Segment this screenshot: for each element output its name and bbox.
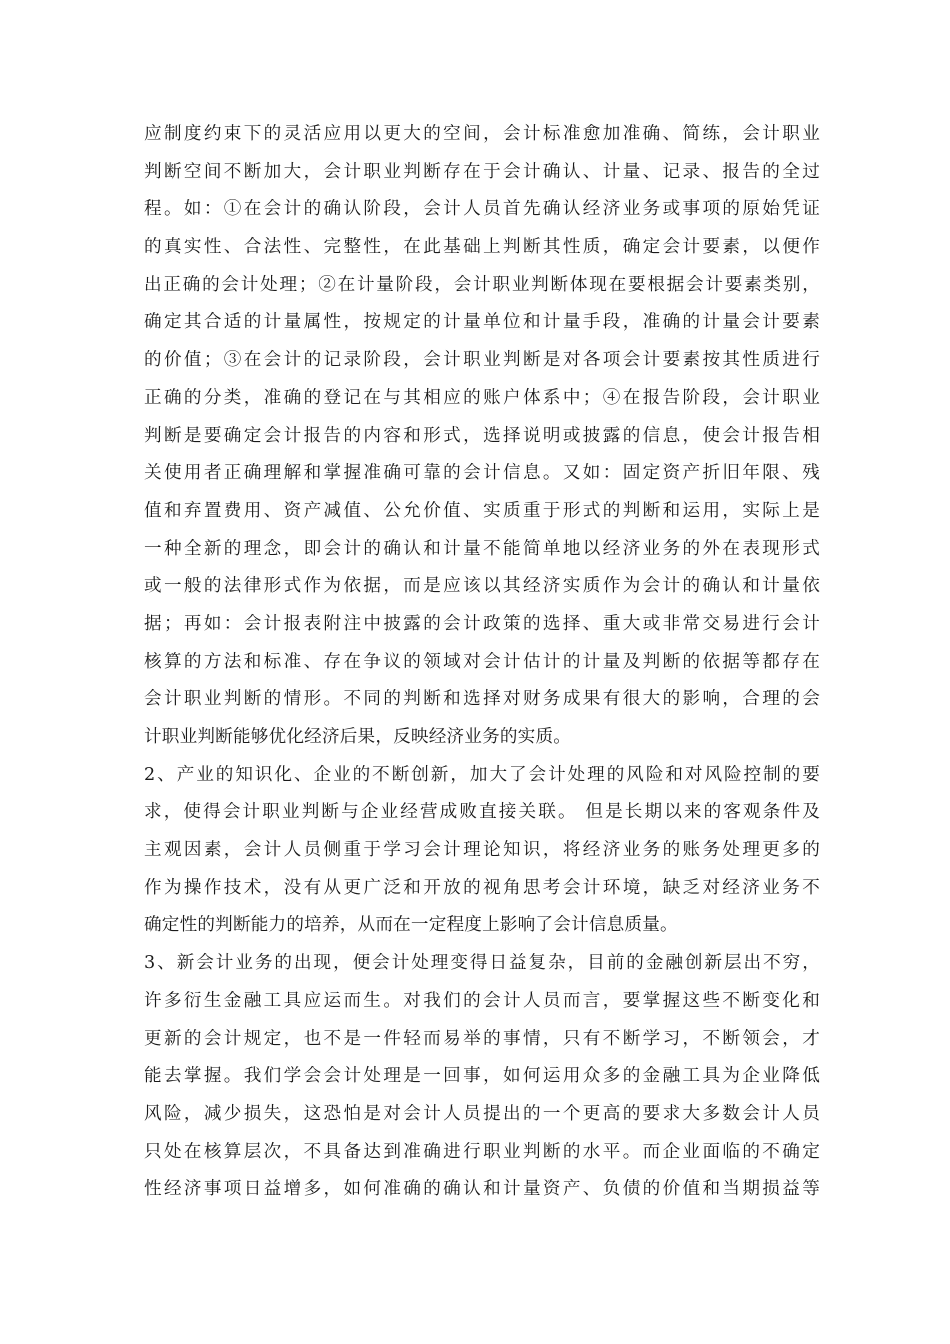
text-line: 求，使得会计职业判断与企业经营成败直接关联。 但是长期以来的客观条件及 (144, 802, 820, 823)
text-line: 只处在核算层次，不具备达到准确进行职业判断的水平。而企业面临的不确定 (144, 1141, 820, 1162)
text-line: 关使用者正确理解和掌握准确可靠的会计信息。又如：固定资产折旧年限、残 (144, 463, 820, 484)
text-line: 性经济事项日益增多，如何准确的确认和计量资产、负债的价值和当期损益等 (144, 1179, 820, 1200)
text-line: 2、产业的知识化、企业的不断创新，加大了会计处理的风险和对风险控制的要 (144, 764, 820, 785)
text-line: 能去掌握。我们学会会计处理是一回事，如何运用众多的金融工具为企业降低 (144, 1066, 820, 1087)
text-line: 作为操作技术，没有从更广泛和开放的视角思考会计环境，缺乏对经济业务不 (144, 877, 820, 898)
text-line: 确定其合适的计量属性，按规定的计量单位和计量手段，准确的计量会计要素 (144, 312, 820, 333)
text-line: 值和弃置费用、资产减值、公允价值、实质重于形式的判断和运用，实际上是 (144, 500, 820, 521)
text-line: 判断是要确定会计报告的内容和形式，选择说明或披露的信息，使会计报告相 (144, 425, 820, 446)
body-text (144, 116, 820, 1209)
text-line: 3、新会计业务的出现，便会计处理变得日益复杂，目前的金融创新层出不穷， (144, 953, 820, 974)
text-line: 出正确的会计处理；②在计量阶段，会计职业判断体现在要根据会计要素类别， (144, 274, 820, 295)
text-line: 许多衍生金融工具应运而生。对我们的会计人员而言，要掌握这些不断变化和 (144, 990, 820, 1011)
text-line: 应制度约束下的灵活应用以更大的空间，会计标准愈加准确、简练，会计职业 (144, 124, 820, 144)
text-line: 更新的会计规定，也不是一件轻而易举的事情，只有不断学习，不断领会，才 (144, 1028, 820, 1049)
text-line: 主观因素，会计人员侧重于学习会计理论知识，将经济业务的账务处理更多的 (144, 840, 820, 861)
text-line: 核算的方法和标准、存在争议的领域对会计估计的计量及判断的依据等都存在 (144, 651, 820, 672)
text-line: 的真实性、合法性、完整性，在此基础上判断其性质，确定会计要素，以便作 (144, 237, 820, 258)
text-line: 的价值；③在会计的记录阶段，会计职业判断是对各项会计要素按其性质进行 (144, 350, 820, 371)
text-line: 确定性的判断能力的培养，从而在一定程度上影响了会计信息质量。 (144, 915, 678, 936)
text-line: 或一般的法律形式作为依据，而是应该以其经济实质作为会计的确认和计量依 (144, 576, 820, 597)
text-line: 判断空间不断加大，会计职业判断存在于会计确认、计量、记录、报告的全过 (144, 161, 820, 182)
text-line: 一种全新的理念，即会计的确认和计量不能简单地以经济业务的外在表现形式 (144, 538, 820, 559)
text-line: 计职业判断能够优化经济后果，反映经济业务的实质。 (144, 727, 572, 747)
text-line: 会计职业判断的情形。不同的判断和选择对财务成果有很大的影响，合理的会 (144, 689, 820, 710)
text-line: 风险，减少损失，这恐怕是对会计人员提出的一个更高的要求大多数会计人员 (144, 1103, 820, 1124)
text-line: 据；再如：会计报表附注中披露的会计政策的选择、重大或非常交易进行会计 (144, 613, 820, 634)
text-line: 程。如：①在会计的确认阶段，会计人员首先确认经济业务或事项的原始凭证 (144, 199, 820, 220)
text-line: 正确的分类，准确的登记在与其相应的账户体系中；④在报告阶段，会计职业 (144, 387, 820, 408)
